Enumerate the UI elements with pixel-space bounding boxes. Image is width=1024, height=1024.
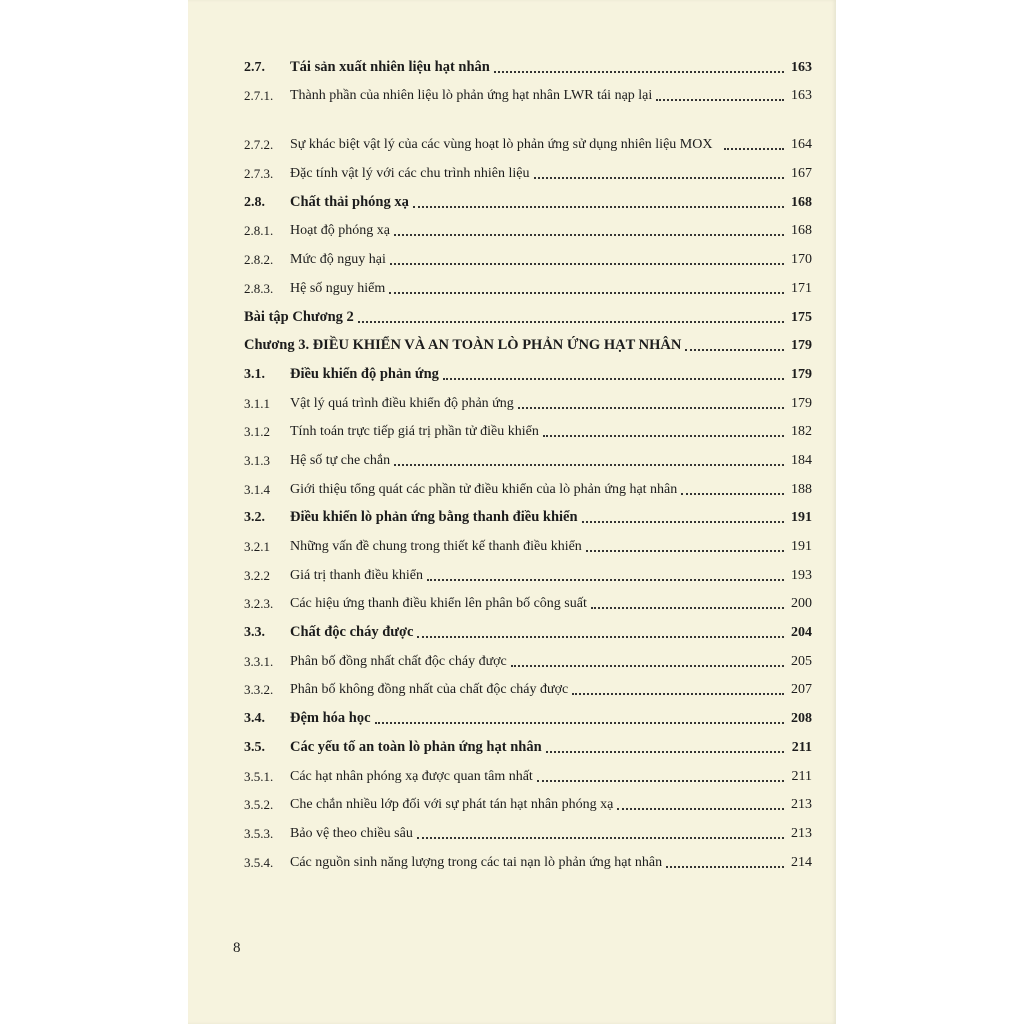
toc-entry-title: Các yếu tố an toàn lò phản ứng hạt nhân bbox=[290, 738, 542, 755]
toc-entry-page: 163 bbox=[791, 59, 812, 75]
toc-entry-title: Thành phần của nhiên liệu lò phản ứng hạt nhân LWR tái nạp lại bbox=[290, 88, 653, 104]
toc-entry-title: Hệ số tự che chắn bbox=[290, 452, 391, 468]
toc-leader-dots bbox=[666, 866, 784, 868]
toc-entry-number: 3.1.1 bbox=[244, 395, 270, 411]
toc-entry bbox=[244, 727, 812, 756]
toc-leader-dots bbox=[375, 722, 784, 724]
toc-leader-dots bbox=[394, 464, 784, 466]
toc-entry bbox=[244, 47, 812, 76]
toc-entry bbox=[244, 526, 812, 555]
toc-entry bbox=[244, 498, 812, 527]
toc-entry-title: Hoạt độ phóng xạ bbox=[290, 223, 390, 239]
toc-entry-page: 179 bbox=[791, 366, 812, 382]
toc-leader-dots bbox=[427, 579, 784, 581]
toc-entry bbox=[244, 670, 812, 699]
toc-leader-dots bbox=[511, 665, 784, 667]
toc-entry-title: Điều khiển độ phản ứng bbox=[290, 365, 439, 382]
toc-leader-dots bbox=[572, 693, 784, 695]
toc-entry-number: 2.8.2. bbox=[244, 252, 274, 268]
toc-entry-page: 179 bbox=[791, 338, 812, 354]
toc-entry-number: 2.8. bbox=[244, 194, 265, 210]
toc-entry-number: 3.4. bbox=[244, 711, 265, 727]
toc-entry-title: Các hiệu ứng thanh điều khiển lên phân bố công suất bbox=[290, 596, 587, 612]
toc-entry bbox=[244, 469, 812, 498]
toc-entry-title: Phân bố đồng nhất chất độc cháy được bbox=[290, 653, 507, 669]
toc-entry-number: 3.3.1. bbox=[244, 653, 274, 669]
toc-entry-title: Những vấn đề chung trong thiết kế thanh điều khiển bbox=[290, 539, 582, 554]
toc-entry-page: 182 bbox=[791, 424, 812, 440]
toc-entry-number: 3.2.3. bbox=[244, 596, 274, 612]
toc-leader-dots bbox=[543, 435, 784, 437]
toc-entry-title: Các nguồn sinh năng lượng trong các tai nạn lò phản ứng hạt nhân bbox=[290, 854, 663, 870]
toc-entry-page: 167 bbox=[791, 166, 812, 182]
toc-leader-dots bbox=[582, 521, 784, 523]
toc-leader-dots bbox=[518, 407, 784, 409]
toc-entry bbox=[244, 104, 812, 153]
toc-entry-page: 207 bbox=[791, 682, 812, 698]
toc-leader-dots bbox=[546, 751, 784, 753]
toc-entry bbox=[244, 412, 812, 441]
toc-entry bbox=[244, 383, 812, 412]
toc-leader-dots bbox=[394, 234, 784, 236]
toc-entry bbox=[244, 842, 812, 871]
toc-entry-title: Giá trị thanh điều khiển bbox=[290, 567, 423, 583]
toc-entry-title: Điều khiển lò phản ứng bằng thanh điều khiển bbox=[290, 509, 578, 526]
toc-entry-number: 3.1.2 bbox=[244, 424, 270, 440]
toc-entry-number: 2.7.3. bbox=[244, 166, 274, 182]
toc-entry-title: Tính toán trực tiếp giá trị phần tử điều khiển bbox=[290, 424, 539, 440]
toc-entry-page: 214 bbox=[791, 854, 812, 870]
toc-entry-number: 3.2.1 bbox=[244, 539, 270, 554]
toc-leader-dots bbox=[390, 263, 784, 265]
toc-entry-page: 191 bbox=[791, 539, 812, 554]
toc-entry-page: 171 bbox=[791, 280, 812, 296]
toc-entry-number: 3.1.4 bbox=[244, 481, 270, 497]
toc-entry-page: 168 bbox=[791, 194, 812, 210]
toc-entry bbox=[244, 211, 812, 240]
toc-entry-title: Che chắn nhiều lớp đối với sự phát tán hạt nhân phóng xạ bbox=[290, 797, 614, 813]
toc-entry-page: 204 bbox=[791, 625, 812, 641]
toc-leader-dots bbox=[417, 636, 784, 638]
toc-entry bbox=[244, 354, 812, 383]
toc-entry bbox=[244, 785, 812, 814]
toc-entry-number: 3.3.2. bbox=[244, 682, 274, 698]
toc-entry-number: 2.7.2. bbox=[244, 137, 274, 153]
toc-leader-dots bbox=[494, 71, 784, 73]
toc-leader-dots bbox=[586, 550, 784, 552]
toc-entry-page: 213 bbox=[791, 797, 812, 813]
toc-entry bbox=[244, 555, 812, 584]
toc-leader-dots bbox=[358, 321, 784, 323]
toc-entry-title: Chương 3. ĐIỀU KHIỂN VÀ AN TOÀN LÒ PHẢN ỨNG HẠT NHÂN bbox=[244, 337, 682, 354]
toc-entry bbox=[244, 584, 812, 613]
toc-entry-title: Sự khác biệt vật lý của các vùng hoạt lò phản ứng sử dụng nhiên liệu MOX bbox=[290, 137, 713, 153]
toc-entry-number: 2.7.1. bbox=[244, 88, 274, 104]
toc-leader-dots bbox=[389, 292, 784, 294]
toc-entry-title: Đệm hóa học bbox=[290, 710, 371, 727]
toc-entry-title: Mức độ nguy hại bbox=[290, 252, 386, 268]
toc-entry-number: 3.5.3. bbox=[244, 825, 274, 841]
toc-entry bbox=[244, 641, 812, 670]
toc-entry-page: 193 bbox=[791, 567, 812, 583]
toc-entry-page: 163 bbox=[791, 88, 812, 104]
toc-entry-title: Bảo vệ theo chiều sâu bbox=[290, 825, 413, 841]
toc-leader-dots bbox=[417, 837, 784, 839]
toc-leader-dots bbox=[656, 99, 784, 101]
toc-entry-number: 3.1. bbox=[244, 366, 265, 382]
toc-entry-page: 211 bbox=[791, 739, 812, 755]
toc-entry-page: 188 bbox=[791, 481, 812, 497]
toc-entry-number: 3.1.3 bbox=[244, 452, 270, 468]
toc-entry-page: 205 bbox=[791, 653, 812, 669]
toc-entry-page: 168 bbox=[791, 223, 812, 239]
toc-entry-title: Tái sản xuất nhiên liệu hạt nhân bbox=[290, 58, 490, 75]
toc-leader-dots bbox=[681, 493, 784, 495]
table-of-contents bbox=[244, 47, 812, 871]
toc-entry-number: 2.7. bbox=[244, 59, 265, 75]
toc-leader-dots bbox=[534, 177, 785, 179]
toc-entry-page: 200 bbox=[791, 596, 812, 612]
toc-entry-page: 208 bbox=[791, 711, 812, 727]
toc-entry-title: Đặc tính vật lý với các chu trình nhiên liệu bbox=[290, 166, 530, 182]
toc-entry-page: 191 bbox=[791, 510, 812, 526]
toc-entry bbox=[244, 612, 812, 641]
toc-entry bbox=[244, 698, 812, 727]
toc-entry-title: Chất thải phóng xạ bbox=[290, 193, 409, 210]
toc-entry bbox=[244, 76, 812, 105]
toc-entry-title: Chất độc cháy được bbox=[290, 624, 414, 641]
toc-entry bbox=[244, 297, 812, 326]
toc-entry-number: 3.5. bbox=[244, 739, 265, 755]
toc-leader-dots bbox=[413, 206, 784, 208]
toc-leader-dots bbox=[685, 349, 784, 351]
toc-entry-title: Vật lý quá trình điều khiển độ phản ứng bbox=[290, 395, 514, 411]
toc-entry-page: 175 bbox=[791, 309, 812, 325]
toc-entry-title: Phân bố không đồng nhất của chất độc cháy được bbox=[290, 682, 569, 698]
toc-entry bbox=[244, 756, 812, 785]
toc-entry bbox=[244, 440, 812, 469]
toc-entry-number: 3.3. bbox=[244, 625, 265, 641]
toc-entry-page: 170 bbox=[791, 252, 812, 268]
toc-entry bbox=[244, 326, 812, 355]
toc-leader-dots bbox=[443, 378, 784, 380]
toc-entry-title: Bài tập Chương 2 bbox=[244, 308, 354, 325]
toc-entry-page: 211 bbox=[791, 768, 812, 784]
toc-entry-title: Giới thiệu tổng quát các phần tử điều khiển của lò phản ứng hạt nhân bbox=[290, 481, 678, 497]
toc-entry-number: 2.8.1. bbox=[244, 223, 274, 239]
toc-entry-number: 3.2.2 bbox=[244, 567, 270, 583]
toc-entry bbox=[244, 182, 812, 211]
toc-entry-number: 3.5.1. bbox=[244, 768, 274, 784]
toc-entry-page: 164 bbox=[791, 137, 812, 153]
toc-entry-number: 3.2. bbox=[244, 510, 265, 526]
toc-entry bbox=[244, 153, 812, 182]
toc-leader-dots bbox=[617, 808, 784, 810]
toc-entry bbox=[244, 813, 812, 842]
toc-entry-page: 213 bbox=[791, 825, 812, 841]
page-number: 8 bbox=[233, 940, 241, 956]
toc-entry-number: 2.8.3. bbox=[244, 280, 274, 296]
toc-entry bbox=[244, 268, 812, 297]
toc-entry-title: Các hạt nhân phóng xạ được quan tâm nhất bbox=[290, 768, 533, 784]
toc-entry-title: Hệ số nguy hiểm bbox=[290, 280, 386, 296]
toc-leader-dots bbox=[591, 607, 784, 609]
toc-entry-page: 184 bbox=[791, 452, 812, 468]
toc-leader-dots bbox=[537, 780, 784, 782]
toc-leader-dots bbox=[724, 148, 784, 150]
toc-entry-page: 179 bbox=[791, 395, 812, 411]
toc-entry bbox=[244, 239, 812, 268]
toc-entry-number: 3.5.2. bbox=[244, 797, 274, 813]
toc-entry-number: 3.5.4. bbox=[244, 854, 274, 870]
